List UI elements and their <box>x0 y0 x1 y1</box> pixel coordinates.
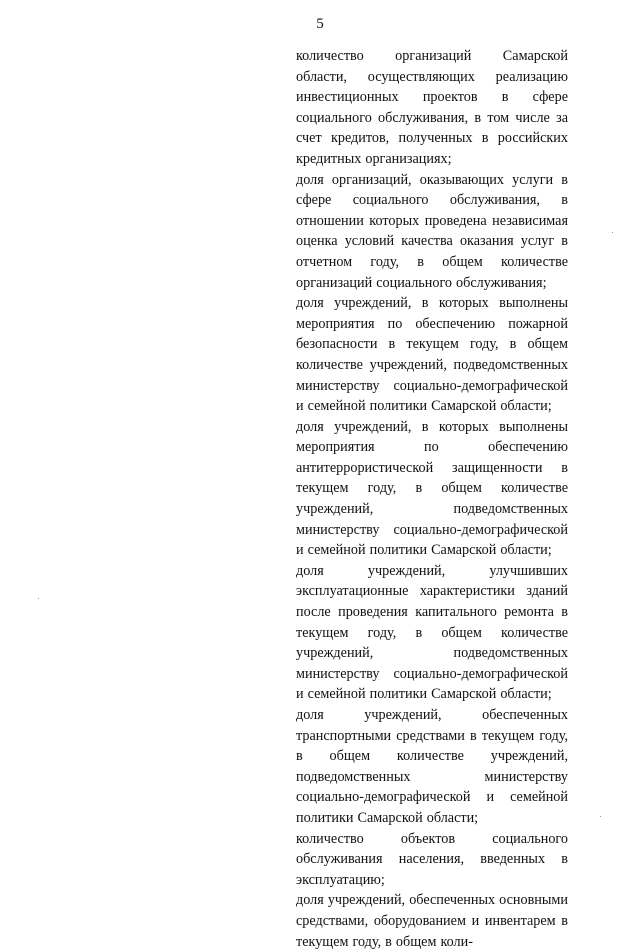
paragraph-6: доля учреждений, обеспеченных транспортными средствами в текущем году, в общем количестве учреждений, подведомственных министерству социально-демографической и семейной политики Самарской области; <box>296 707 568 826</box>
paragraph-1: количество организаций Самарской области, осуществляющих реализацию инвестиционных проектов в сфере социального обслуживания, в том числе за счет кредитов, полученных в российских кредитных организациях; <box>296 48 568 167</box>
paragraph-4: доля учреждений, в которых выполнены мероприятия по обеспечению антитеррористической защищенности в текущем году, в общем количестве учреждений, подведомственных министерству социально-демографической и семейной политики Самарской области; <box>296 418 568 559</box>
paragraph-2: доля организаций, оказывающих услуги в сфере социального обслуживания, в отношении которых проведена независимая оценка условий качества оказания услуг в отчетном году, в общем количестве организаций социального обслуживания; <box>296 171 568 291</box>
scan-speck <box>600 816 601 817</box>
document-body <box>296 46 568 952</box>
paragraph-8: доля учреждений, обеспеченных основными средствами, оборудованием и инвентарем в текущем году, в общем коли- <box>296 892 568 950</box>
page-number: 5 <box>316 16 324 32</box>
paragraph-3: доля учреждений, в которых выполнены мероприятия по обеспечению пожарной безопасности в текущем году, в общем количестве учреждений, подведомственных министерству социально-демографической и семейной политики Самарской области; <box>296 295 568 415</box>
scan-speck <box>38 598 39 599</box>
scan-speck <box>612 232 613 233</box>
paragraph-5: доля учреждений, улучшивших эксплуатационные характеристики зданий после проведения капитального ремонта в текущем году, в общем количестве учреждений, подведомственных министерству социально-демографической и семейной политики Самарской области; <box>296 562 568 703</box>
paragraph-7: количество объектов социального обслуживания населения, введенных в эксплуатацию; <box>296 830 568 888</box>
